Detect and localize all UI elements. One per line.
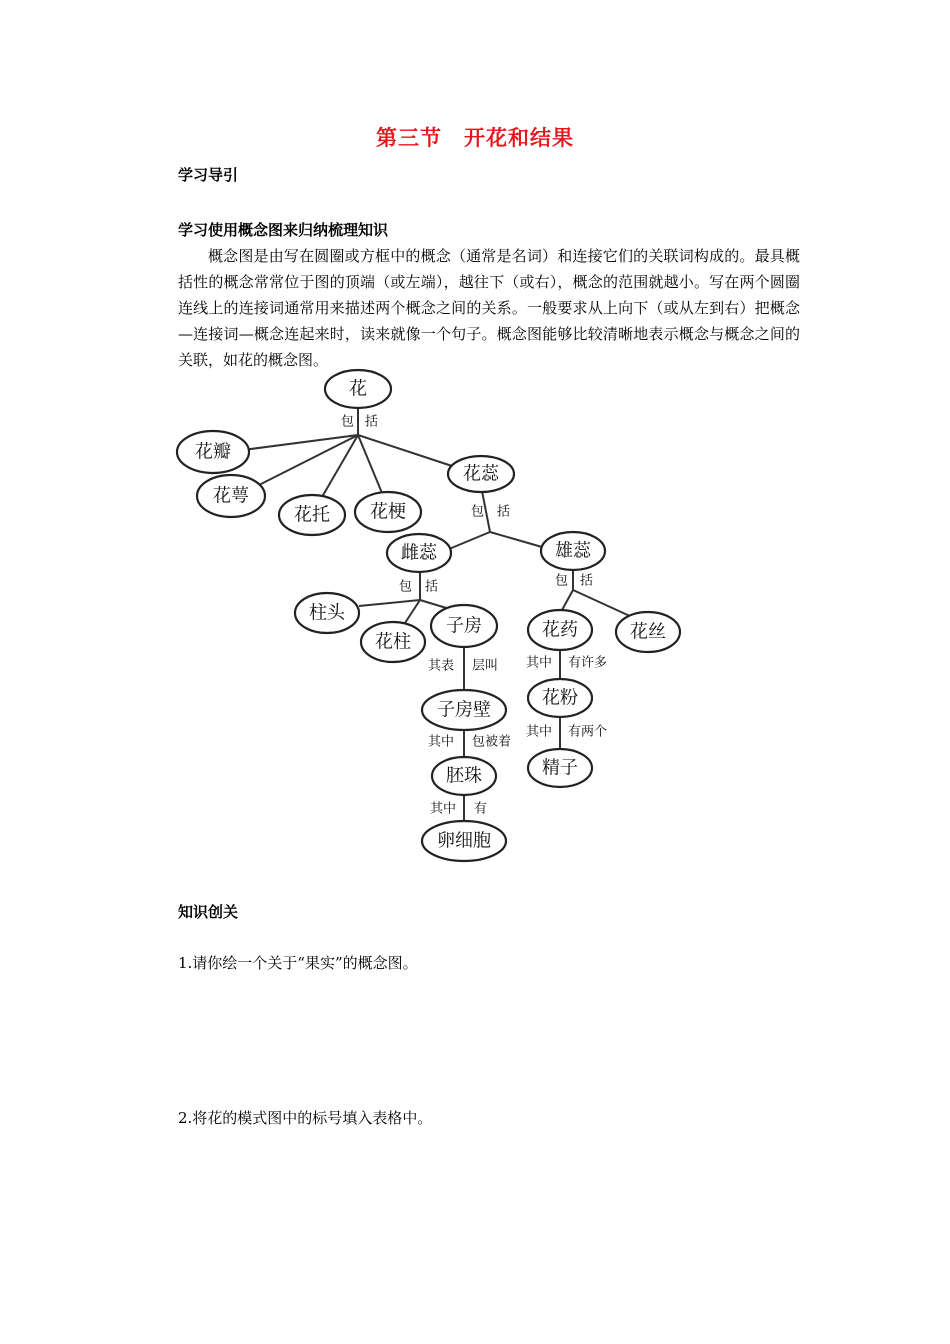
node-style [361, 622, 425, 662]
node-flower [325, 370, 391, 408]
link-ovary-right: 层叫 [472, 658, 499, 674]
link-anther-left: 其中 [526, 655, 553, 671]
link-ovarywall-right: 包被着 [472, 734, 512, 750]
link-ovule-left: 其中 [430, 801, 457, 817]
svg-text:精子: 精子 [542, 757, 578, 779]
link-stamenpistil-left: 包 [471, 504, 485, 520]
page-title: 第三节 开花和结果 [376, 126, 574, 150]
node-petal [177, 431, 249, 473]
link-ovarywall-left: 其中 [428, 734, 455, 750]
link-stamen-left: 包 [555, 573, 569, 589]
node-sperm [528, 749, 592, 787]
node-sepal [197, 475, 265, 517]
node-stamen [541, 532, 605, 570]
node-anther [528, 610, 592, 650]
link-flower-left: 包 [341, 414, 355, 430]
node-receptacle [279, 495, 345, 535]
node-egg-cell [422, 821, 506, 861]
svg-text:花瓣: 花瓣 [195, 441, 231, 463]
svg-text:雌蕊: 雌蕊 [401, 542, 437, 564]
link-ovule-right: 有 [474, 801, 488, 817]
link-pistil-right: 括 [425, 579, 439, 595]
node-ovary [431, 605, 497, 647]
svg-text:花丝: 花丝 [630, 621, 666, 643]
svg-text:花药: 花药 [542, 619, 578, 641]
question-1: 1.请你绘一个关于“果实”的概念图。 [178, 954, 418, 972]
node-stamen-pistil [448, 456, 514, 492]
section-heading-quiz: 知识创关 [178, 903, 239, 921]
svg-text:子房壁: 子房壁 [437, 699, 491, 721]
node-pistil [387, 534, 451, 572]
svg-text:卵细胞: 卵细胞 [437, 830, 491, 852]
svg-text:花蕊: 花蕊 [463, 463, 499, 485]
question-2: 2.将花的模式图中的标号填入表格中。 [178, 1109, 433, 1127]
link-pistil-left: 包 [399, 579, 413, 595]
svg-text:花梗: 花梗 [370, 501, 406, 523]
link-stamenpistil-right: 括 [497, 504, 511, 520]
node-filament [616, 612, 680, 652]
svg-text:柱头: 柱头 [309, 602, 345, 624]
svg-text:花粉: 花粉 [542, 687, 578, 709]
intro-paragraph: 概念图是由写在圆圈或方框中的概念（通常是名词）和连接它们的关联词构成的。最具概括性的概念常常位于图的顶端（或左端），越往下（或右），概念的范围就越小。写在两个圆圈连线上的连接词通常用来描述两个概念之间的关系。一般要求从上向下（或从左到右）把概念—连接词—概念连起来时，读来就像一个句子。概念图能够比较清晰地表示概念与概念之间的关联，如花的概念图。 [178, 247, 800, 369]
node-ovule [432, 757, 496, 795]
svg-text:花: 花 [349, 378, 367, 400]
svg-text:胚珠: 胚珠 [446, 765, 482, 787]
link-anther-right: 有许多 [568, 655, 608, 671]
svg-text:花托: 花托 [294, 504, 330, 526]
svg-text:花柱: 花柱 [375, 631, 411, 653]
link-pollen-left: 其中 [526, 724, 553, 740]
node-pollen [528, 679, 592, 717]
link-stamen-right: 括 [580, 573, 594, 589]
section-heading-guide: 学习导引 [178, 166, 239, 184]
node-stigma [295, 593, 359, 633]
sub-heading: 学习使用概念图来归纳梳理知识 [178, 221, 389, 239]
link-pollen-right: 有两个 [568, 724, 608, 740]
node-ovary-wall [422, 690, 506, 730]
node-pedicel [355, 492, 421, 532]
svg-text:雄蕊: 雄蕊 [555, 540, 591, 562]
link-ovary-left: 其表 [428, 658, 455, 674]
svg-text:子房: 子房 [446, 615, 482, 637]
link-flower-right: 括 [365, 414, 379, 430]
svg-text:花萼: 花萼 [213, 485, 249, 507]
